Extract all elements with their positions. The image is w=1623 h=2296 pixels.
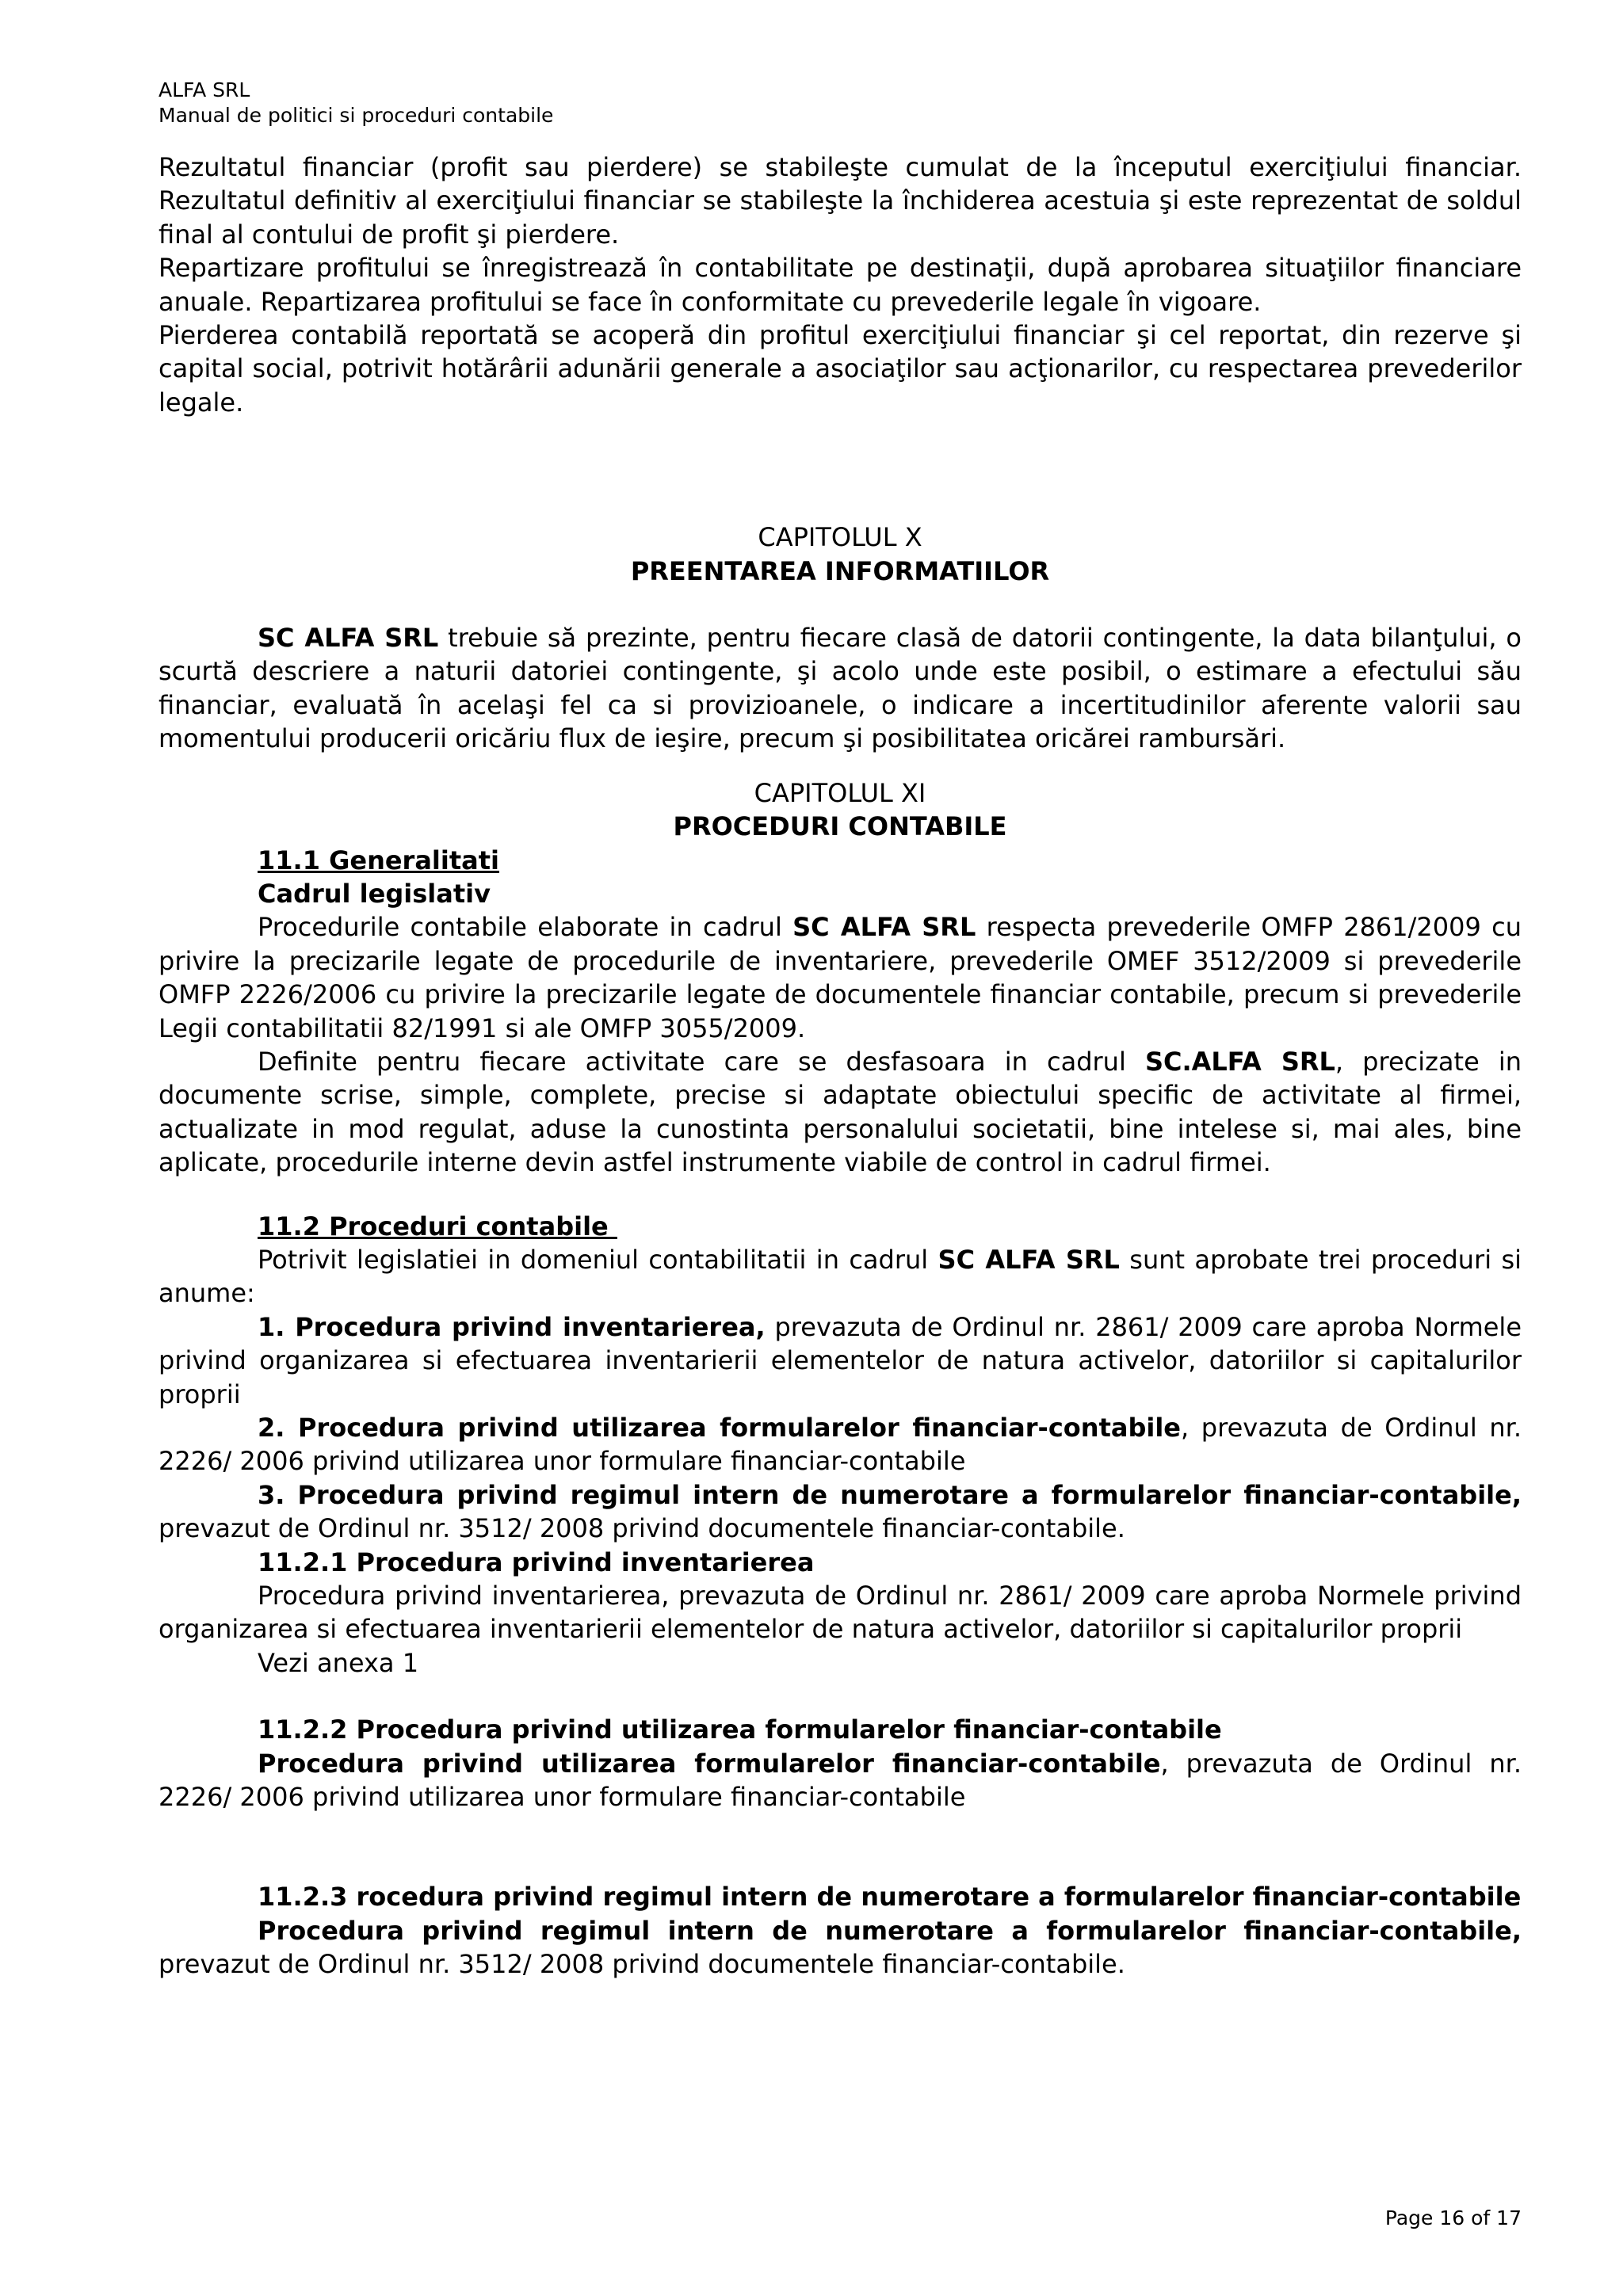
section-11-2-1-reference: Vezi anexa 1 <box>258 1647 419 1678</box>
text-run: Definite pentru fiecare activitate care se desfasoara in cadrul <box>258 1046 1145 1077</box>
intro-paragraph-2: Repartizare profitului se înregistrează în contabilitate pe destinaţii, după aprobarea situaţiilor financiare anuale. Repartizarea profitului se face în conformitate cu prevederile legale în vigoare. <box>158 253 1522 317</box>
header-subtitle: Manual de politici si proceduri contabile <box>158 104 554 127</box>
section-11-1-subheading: Cadrul legislativ <box>258 878 491 909</box>
text-run: prevazut de Ordinul nr. 3512/ 2008 privind documentele financiar-contabile. <box>158 1949 1125 1980</box>
section-11-2-heading: 11.2 Proceduri contabile <box>258 1211 617 1241</box>
company-name: SC ALFA SRL <box>258 623 439 654</box>
procedure-item-2 <box>158 1411 1522 1478</box>
procedure-name: Procedura privind utilizarea formularelor financiar-contabile <box>258 1748 1161 1779</box>
item-text: prevazut de Ordinul nr. 3512/ 2008 privind documentele financiar-contabile. <box>158 1513 1125 1544</box>
section-11-2-1-heading: 11.2.1 Procedura privind inventarierea <box>258 1547 815 1577</box>
section-11-2-2-text <box>158 1747 1522 1814</box>
chapter-10-title: PREENTAREA INFORMATIILOR <box>630 555 1050 586</box>
text-run: sunt aprobate trei proceduri si anume: <box>158 1244 1522 1309</box>
section-11-2-3-text <box>158 1914 1522 1981</box>
text-run: Procedurile contabile elaborate in cadrul <box>258 912 793 943</box>
text-run: , precizate in documente scrise, simple, complete, precise si adaptate obiectului specific de activitate al firmei, actualizate in mod regulat, aduse la cunostinta personalului societatii, bine intelese si, mai ales, bine aplicate, procedurile interne devin astfel instrumente viabile de control in cadrul firmei. <box>158 1046 1522 1178</box>
intro-paragraph-3: Pierderea contabilă reportată se acoperă din profitul exerciţiului financiar şi cel reportat, din rezerve şi capital social, potrivit hotărârii adunării generale a asociaţilor sau acţionarilor, cu respectarea prevederilor legale. <box>158 320 1522 418</box>
item-title: 2. Procedura privind utilizarea formularelor financiar-contabile <box>258 1413 1182 1443</box>
section-11-2-3-heading: 11.2.3 rocedura privind regimul intern de numerotare a formularelor financiar-contabile <box>258 1882 1522 1913</box>
page-number: Page 16 of 17 <box>1384 2206 1522 2229</box>
item-title: 3. Procedura privind regimul intern de numerotare a formularelor financiar-contabile, <box>258 1479 1522 1510</box>
header-company: ALFA SRL <box>158 78 250 101</box>
item-text: prevazuta de Ordinul nr. 2861/ 2009 care aproba Normele privind organizarea si efectuarea inventarierii elementelor de natura activelor, datoriilor si capitalurilor proprii <box>158 1311 1522 1409</box>
company-name: SC ALFA SRL <box>938 1244 1120 1275</box>
item-text: , prevazuta de Ordinul nr. 2226/ 2006 privind utilizarea unor formulare financiar-contabile <box>158 1413 1522 1477</box>
chapter-10-text: trebuie să prezinte, pentru fiecare clasă de datorii contingente, la data bilanţului, o scurtă descriere a naturii datoriei contingente, şi acolo unde este posibil, o estimare a efectului său financiar, evaluată în acelaşi fel ca si provizioanele, o indicare a incertitudinilor aferente valorii sau momentului producerii oricăriu flux de ieşire, precum şi posibilitatea oricărei rambursări. <box>158 623 1522 754</box>
text-run: respecta prevederile OMFP 2861/2009 cu privire la precizarile legate de procedurile de inventariere, prevederile OMEF 3512/2009 si prevederile OMFP 2226/2006 cu privire la precizarile legate de documentele financiar contabile, precum si prevederile Legii contabilitatii 82/1991 si ale OMFP 3055/2009. <box>158 912 1522 1043</box>
section-11-1-heading: 11.1 Generalitati <box>258 845 500 875</box>
section-11-1-paragraph-2 <box>158 1045 1522 1180</box>
section-11-2-2-heading: 11.2.2 Procedura privind utilizarea formularelor financiar-contabile <box>258 1714 1222 1745</box>
procedure-item-3 <box>158 1478 1522 1546</box>
text-run: Potrivit legislatiei in domeniul contabilitatii in cadrul <box>258 1244 938 1275</box>
chapter-10-paragraph <box>158 621 1522 756</box>
document-body <box>158 151 1522 1981</box>
item-title: 1. Procedura privind inventarierea, <box>258 1311 766 1342</box>
intro-paragraph-1: Rezultatul financiar (profit sau pierdere) se stabileşte cumulat de la începutul exerciţiului financiar. Rezultatul definitiv al exerciţiului financiar se stabileşte la închiderea acestuia şi este reprezentat de soldul final al contului de profit şi pierdere. <box>158 152 1522 250</box>
company-name: SC.ALFA SRL <box>1144 1046 1335 1077</box>
section-11-2-1-text: Procedura privind inventarierea, prevazuta de Ordinul nr. 2861/ 2009 care aproba Normele privind organizarea si efectuarea inventarierii elementelor de natura activelor, datoriilor si capitalurilor proprii <box>158 1581 1522 1645</box>
procedure-name: Procedura privind regimul intern de numerotare a formularelor financiar-contabile, <box>258 1915 1522 1946</box>
text-run: , prevazuta de Ordinul nr. 2226/ 2006 privind utilizarea unor formulare financiar-contabile <box>158 1748 1522 1813</box>
procedure-item-1 <box>158 1310 1522 1411</box>
chapter-11-title: PROCEDURI CONTABILE <box>673 811 1007 842</box>
section-11-2-intro <box>158 1243 1522 1310</box>
section-11-1-paragraph-1 <box>158 910 1522 1045</box>
company-name: SC ALFA SRL <box>792 912 976 943</box>
chapter-11-label: CAPITOLUL XI <box>754 777 926 808</box>
chapter-10-label: CAPITOLUL X <box>758 522 922 553</box>
